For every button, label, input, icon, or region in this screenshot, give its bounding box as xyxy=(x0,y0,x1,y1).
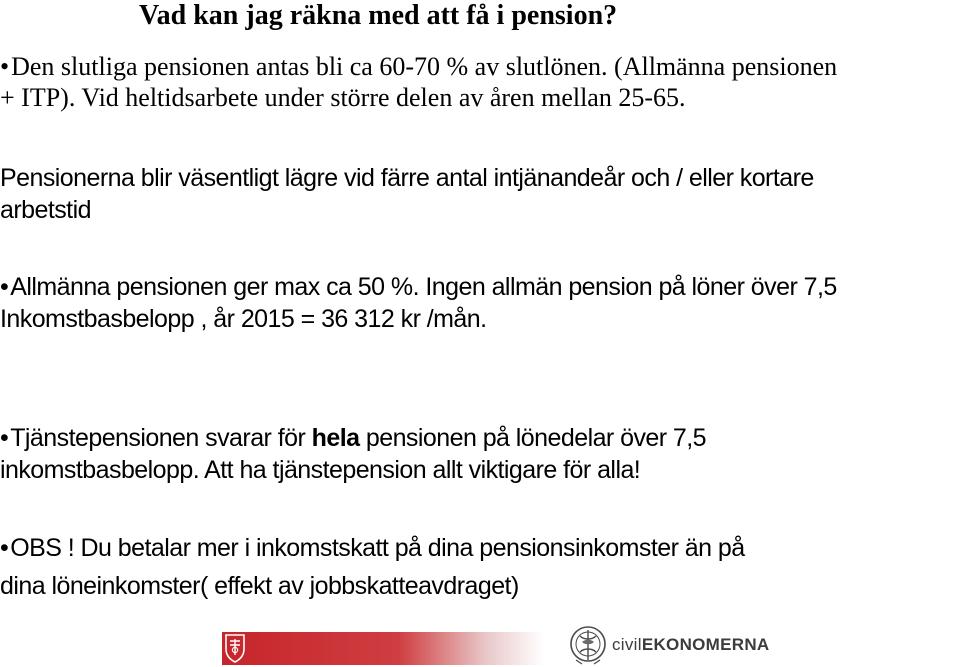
wordmark-bold: EKONOMERNA xyxy=(641,635,770,654)
civilekonomerna-wordmark xyxy=(612,634,770,656)
paragraph-3-text: Allmänna pensionen ger max ca 50 %. Ingen allmän pension på löner över 7,5 xyxy=(10,273,837,301)
paragraph-1-line-2: + ITP). Vid heltidsarbete under större delen av åren mellan 25-65. xyxy=(0,83,686,112)
paragraph-4-text-pre: Tjänstepensionen svarar för xyxy=(10,424,312,452)
paragraph-4-emphasis: hela xyxy=(311,424,360,452)
bullet: • xyxy=(0,424,9,452)
paragraph-4-line-2: inkomstbasbelopp. Att ha tjänstepension allt viktigare för alla! xyxy=(0,456,641,484)
footer-red-band xyxy=(222,632,544,665)
civilekonomerna-emblem-icon xyxy=(568,624,608,666)
paragraph-2-line-2: arbetstid xyxy=(0,196,91,224)
paragraph-2-line-1: Pensionerna blir väsentligt lägre vid färre antal intjänandeår och / eller kortare xyxy=(0,164,814,192)
bullet: • xyxy=(0,273,9,301)
paragraph-3-line-1 xyxy=(0,272,837,302)
bullet: • xyxy=(0,52,10,81)
paragraph-5-text: OBS ! Du betalar mer i inkomstskatt på dina pensionsinkomster än på xyxy=(10,534,745,562)
paragraph-5-line-2: dina löneinkomster( effekt av jobbskatteavdraget) xyxy=(0,572,519,600)
paragraph-3-line-2: Inkomstbasbelopp , år 2015 = 36 312 kr /mån. xyxy=(0,305,487,333)
wordmark-light: civil xyxy=(612,635,642,654)
paragraph-4-text-post: pensionen på lönedelar över 7,5 xyxy=(359,424,707,452)
bullet: • xyxy=(0,534,9,562)
slide-title: Vad kan jag räkna med att få i pension? xyxy=(139,0,618,31)
paragraph-1-text: Den slutliga pensionen antas bli ca 60-70 % av slutlönen. (Allmänna pensionen xyxy=(11,52,838,81)
paragraph-4-line-1 xyxy=(0,423,706,453)
paragraph-1-line-1 xyxy=(0,52,837,82)
paragraph-5-line-1 xyxy=(0,533,745,563)
crest-logo-icon xyxy=(224,633,246,663)
